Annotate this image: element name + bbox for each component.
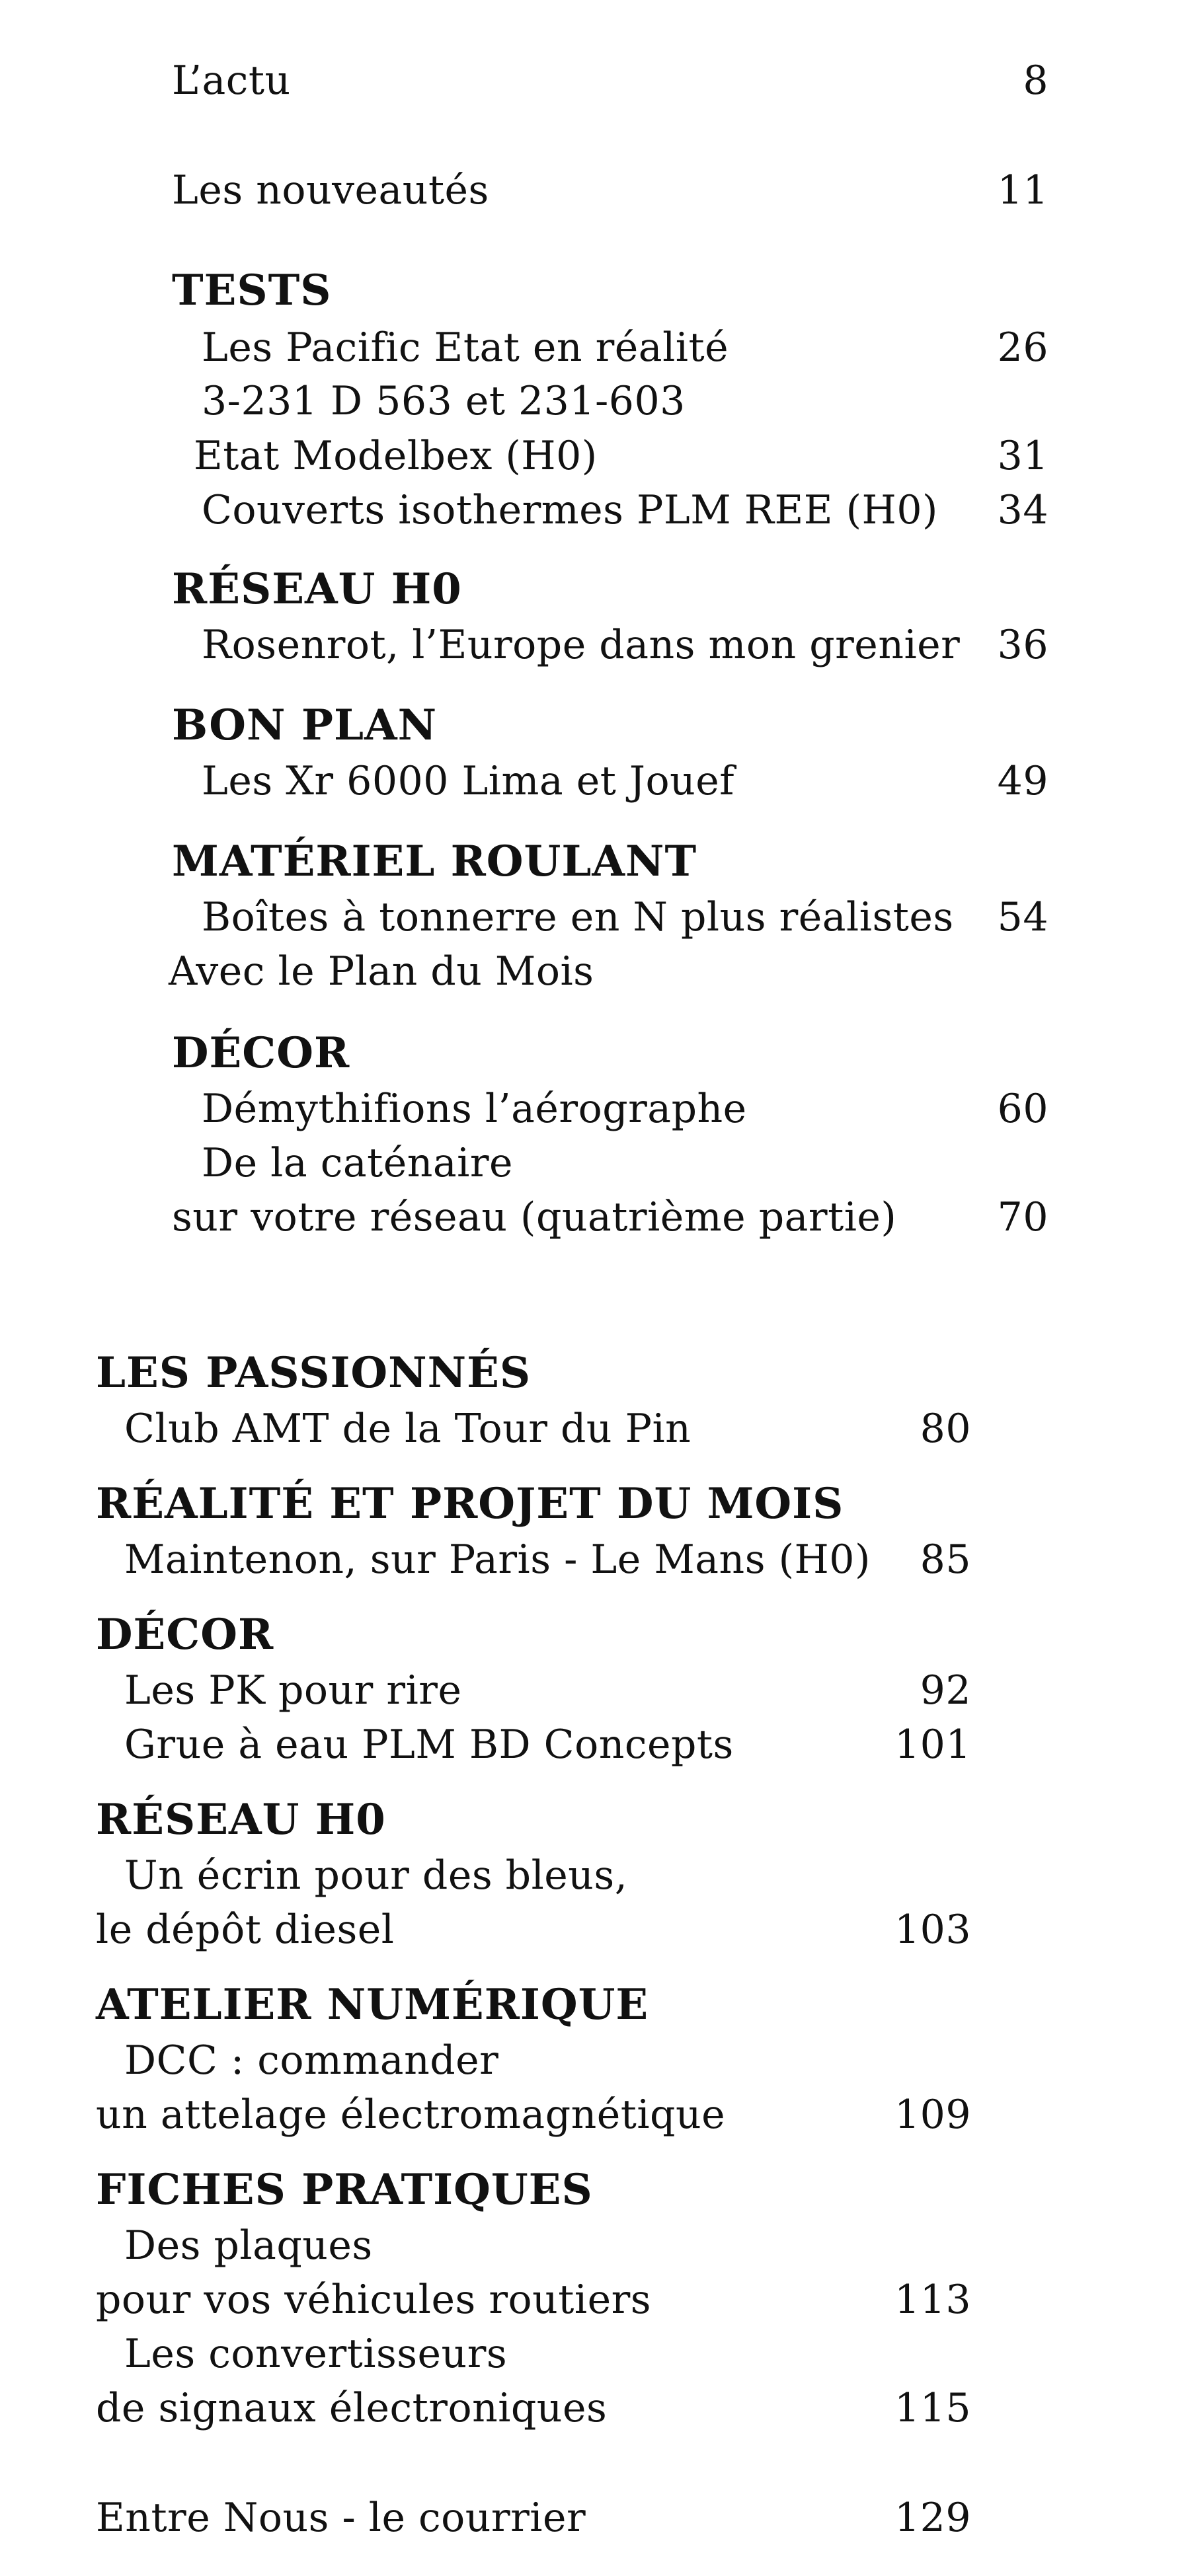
toc-entry-title: Boîtes à tonnerre en N plus réalistes xyxy=(202,894,954,940)
toc-entry-title: Les PK pour rire xyxy=(124,1667,462,1714)
toc-entry-title-continuation: de signaux électroniques xyxy=(96,2385,608,2431)
section-heading-reseau-h0: RÉSEAU H0 xyxy=(96,1795,386,1844)
toc-entry-title-continuation: pour vos véhicules routiers xyxy=(96,2277,652,2323)
toc-entry-title: Les nouveautés xyxy=(172,167,489,213)
toc-entry-title: Les convertisseurs xyxy=(124,2331,508,2377)
toc-entry-page: 109 xyxy=(894,2092,971,2138)
section-heading-reseau-h0: RÉSEAU H0 xyxy=(172,564,462,614)
toc-entry-title-continuation: un attelage électromagnétique xyxy=(96,2092,726,2138)
toc-entry-title: DCC : commander xyxy=(124,2037,499,2084)
toc-entry-page: 92 xyxy=(920,1667,971,1714)
toc-entry-page: 101 xyxy=(894,1722,971,1768)
toc-entry-page: 70 xyxy=(997,1194,1048,1240)
toc-entry-title: De la caténaire xyxy=(202,1140,514,1186)
toc-entry-page: 49 xyxy=(997,758,1048,804)
toc-entry-title: Entre Nous - le courrier xyxy=(96,2495,586,2541)
toc-entry-page: 36 xyxy=(997,622,1048,668)
section-heading-realite-projet: RÉALITÉ ET PROJET DU MOIS xyxy=(96,1479,844,1529)
section-heading-atelier-numerique: ATELIER NUMÉRIQUE xyxy=(96,1980,649,2029)
section-heading-les-passionnes: LES PASSIONNÉS xyxy=(96,1348,532,1398)
section-heading-materiel-roulant: MATÉRIEL ROULANT xyxy=(172,837,697,886)
toc-entry-page: 11 xyxy=(997,167,1048,213)
toc-entry-title: Les Xr 6000 Lima et Jouef xyxy=(202,758,734,804)
toc-entry-title: Rosenrot, l’Europe dans mon grenier xyxy=(202,622,961,668)
toc-entry-title-continuation: Etat Modelbex (H0) xyxy=(194,433,598,479)
toc-entry-page: 26 xyxy=(997,324,1048,371)
section-heading-fiches-pratiques: FICHES PRATIQUES xyxy=(96,2165,593,2215)
toc-entry-title-continuation: sur votre réseau (quatrième partie) xyxy=(172,1194,897,1240)
toc-entry-title: Des plaques xyxy=(124,2222,373,2269)
toc-entry-title-continuation: Avec le Plan du Mois xyxy=(169,948,594,995)
toc-entry-page: 31 xyxy=(997,433,1048,479)
toc-entry-title: Club AMT de la Tour du Pin xyxy=(124,1406,692,1452)
toc-entry-page: 54 xyxy=(997,894,1048,940)
toc-entry-title: Démythifions l’aérographe xyxy=(202,1086,747,1132)
toc-entry-title: L’actu xyxy=(172,57,291,104)
toc-entry-title-continuation: le dépôt diesel xyxy=(96,1907,395,1953)
toc-entry-page: 113 xyxy=(894,2277,971,2323)
toc-entry-title: 3-231 D 563 et 231-603 xyxy=(202,378,686,424)
toc-entry-title: Couverts isothermes PLM REE (H0) xyxy=(202,487,938,533)
toc-entry-page: 103 xyxy=(894,1907,971,1953)
toc-entry-page: 85 xyxy=(920,1536,971,1583)
section-heading-decor: DÉCOR xyxy=(96,1610,274,1659)
toc-entry-page: 80 xyxy=(920,1406,971,1452)
section-heading-tests: TESTS xyxy=(172,266,332,315)
toc-entry-page: 60 xyxy=(997,1086,1048,1132)
toc-entry-page: 115 xyxy=(894,2385,971,2431)
toc-entry-title: Maintenon, sur Paris - Le Mans (H0) xyxy=(124,1536,871,1583)
toc-entry-page: 34 xyxy=(997,487,1048,533)
toc-entry-page: 129 xyxy=(894,2495,971,2541)
toc-entry-title: Les Pacific Etat en réalité xyxy=(202,324,729,371)
toc-entry-title: Grue à eau PLM BD Concepts xyxy=(124,1722,734,1768)
section-heading-bon-plan: BON PLAN xyxy=(172,701,438,750)
toc-entry-page: 8 xyxy=(1023,57,1048,104)
toc-entry-title: Un écrin pour des bleus, xyxy=(124,1852,628,1899)
section-heading-decor: DÉCOR xyxy=(172,1028,350,1078)
